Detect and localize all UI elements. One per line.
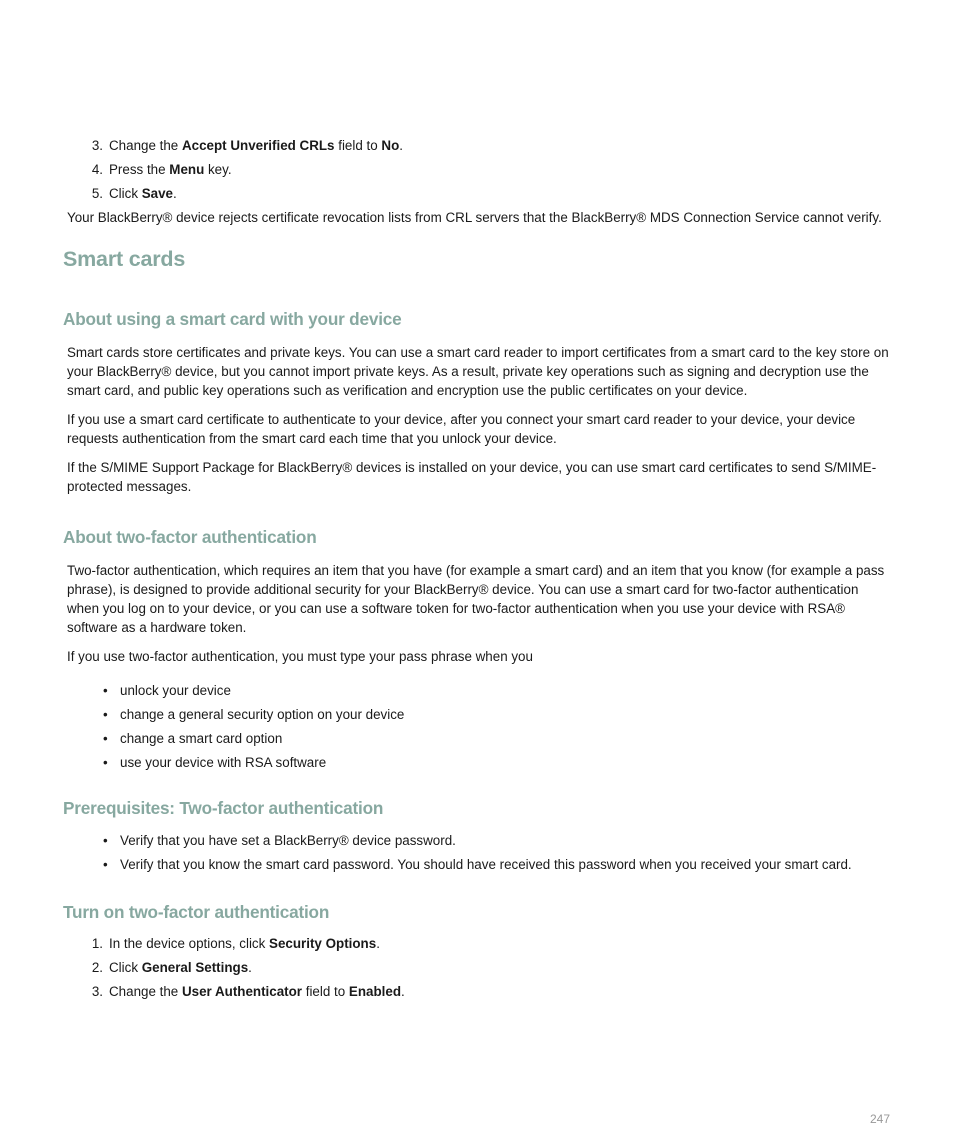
list-item	[67, 681, 404, 705]
step-bold: User Authenticator	[181, 984, 303, 999]
bullet-icon: •	[103, 731, 108, 746]
two-factor-bullet-list	[67, 681, 404, 777]
step-number: 5.	[91, 186, 103, 201]
prerequisites-bullet-list	[67, 831, 852, 879]
step-bold: Enabled	[348, 984, 402, 999]
step-number: 2.	[91, 960, 103, 975]
two-factor-paragraph-1: Two-factor authentication, which requires an item that you have (for example a smart card) and an item that you know (for example a pass phrase), is designed to provide additional security for your BlackBerry® device. You can use a smart card for two-factor authentication when you log on to your device, or you can use a software token for two-factor authentication when you use your device with RSA® software as a hardware token.	[67, 563, 885, 635]
step-bold: Save	[141, 186, 174, 201]
smart-card-paragraph-2: If you use a smart card certificate to authenticate to your device, after you connect your smart card reader to your device, your device requests authentication from the smart card each time that you unlock your device.	[67, 412, 856, 446]
step-bold: General Settings	[141, 960, 249, 975]
list-item	[67, 831, 852, 855]
step-text: .	[399, 138, 404, 153]
bullet-icon: •	[103, 755, 108, 770]
step-number: 1.	[91, 936, 103, 951]
list-item	[67, 705, 404, 729]
step-text: .	[248, 960, 252, 975]
bullet-icon: •	[103, 857, 108, 872]
turn-on-two-factor-heading: Turn on two-factor authentication	[63, 902, 330, 922]
step-item	[67, 934, 405, 958]
step-text: In the device options, click	[109, 936, 270, 951]
step-bold: No	[381, 138, 400, 153]
list-item	[67, 855, 852, 879]
list-item-text: use your device with RSA software	[120, 755, 327, 770]
list-item-text: Verify that you have set a BlackBerry® device password.	[120, 833, 456, 848]
step-item	[67, 982, 405, 1006]
list-item	[67, 753, 404, 777]
step-number: 3.	[91, 138, 103, 153]
step-text: Press the	[109, 162, 170, 177]
about-smart-card-heading: About using a smart card with your device	[63, 309, 402, 329]
smart-card-paragraph-3: If the S/MIME Support Package for BlackBerry® devices is installed on your device, you can use smart card certificates to send S/MIME-protected messages.	[67, 460, 877, 494]
list-item-text: change a smart card option	[120, 731, 283, 746]
step-text: .	[376, 936, 380, 951]
list-item-text: change a general security option on your device	[120, 707, 405, 722]
step-text: key.	[204, 162, 232, 177]
step-text: Change the	[109, 138, 182, 153]
step-item	[67, 958, 405, 982]
page-number: 247	[869, 1112, 890, 1126]
step-item	[67, 184, 403, 208]
step-text: .	[173, 186, 177, 201]
bullet-icon: •	[103, 833, 108, 848]
step-item	[67, 160, 403, 184]
smart-card-paragraph-1: Smart cards store certificates and private keys. You can use a smart card reader to import certificates from a smart card to the key store on your BlackBerry® device, but you cannot import private keys. As a result, private key operations such as signing and decryption use the smart card, and public key operations such as verification and encryption use the public certificates on your device.	[67, 345, 889, 398]
step-text: field to	[334, 138, 382, 153]
about-two-factor-heading: About two-factor authentication	[63, 527, 317, 547]
section-title: Smart cards	[63, 247, 186, 271]
step-bold: Security Options	[269, 936, 377, 951]
top-steps-list	[67, 136, 403, 208]
list-item-text: Verify that you know the smart card password. You should have received this password when you received your smart card.	[120, 857, 852, 872]
list-item-text: unlock your device	[120, 683, 231, 698]
step-number: 3.	[91, 984, 103, 999]
step-text: .	[401, 984, 405, 999]
step-text: Click	[109, 960, 142, 975]
step-result-text: Your BlackBerry® device rejects certificate revocation lists from CRL servers that the BlackBerry® MDS Connection Service cannot verify.	[67, 210, 882, 225]
step-item	[67, 136, 403, 160]
step-text: Change the	[109, 984, 182, 999]
step-bold: Menu	[169, 162, 205, 177]
two-factor-paragraph-2: If you use two-factor authentication, you must type your pass phrase when you	[67, 649, 533, 664]
step-text: Click	[109, 186, 142, 201]
prerequisites-heading: Prerequisites: Two-factor authentication	[63, 798, 384, 818]
step-bold: Accept Unverified CRLs	[181, 138, 335, 153]
list-item	[67, 729, 404, 753]
step-text: field to	[302, 984, 349, 999]
bullet-icon: •	[103, 707, 108, 722]
turn-on-steps-list	[67, 934, 405, 1006]
bullet-icon: •	[103, 683, 108, 698]
step-number: 4.	[91, 162, 103, 177]
